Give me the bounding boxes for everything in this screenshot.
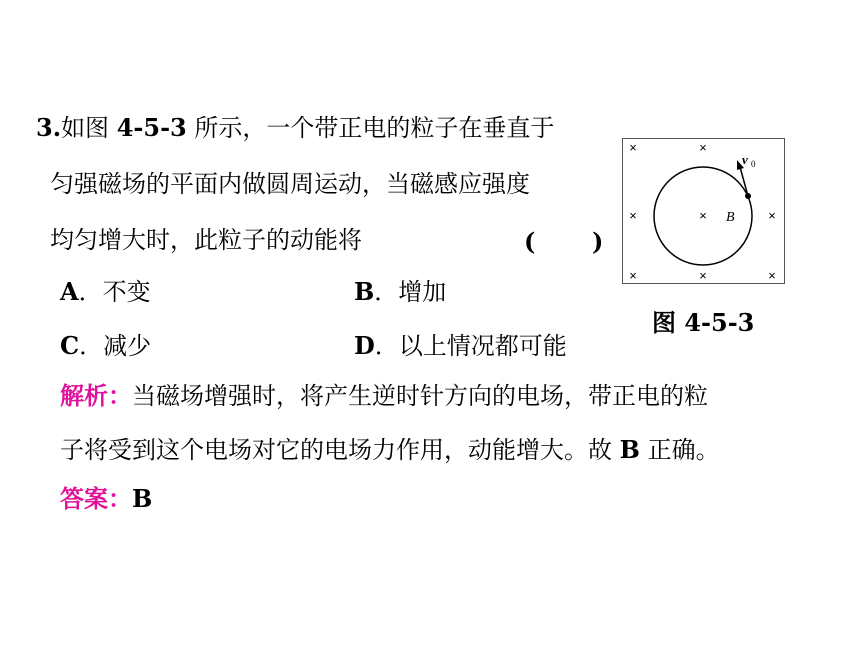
question-number: 3. <box>36 113 62 142</box>
question-line-1 <box>36 112 554 144</box>
option-d-text: 以上情况都可能 <box>398 332 567 360</box>
question-text-3: 均匀增大时，此粒子的动能将 <box>50 226 362 254</box>
option-a-letter: A <box>60 277 79 306</box>
option-c <box>60 330 151 362</box>
option-c-letter: C <box>60 331 80 360</box>
figure-reference: 4-5-3 <box>116 113 187 142</box>
option-b-letter: B <box>354 277 375 306</box>
field-cross: × <box>699 268 707 283</box>
option-c-sep: ． <box>79 332 104 360</box>
field-cross: × <box>768 268 776 283</box>
figure-caption <box>652 307 754 339</box>
figure-drawing <box>623 139 786 285</box>
option-b-sep: ． <box>374 278 399 306</box>
option-b <box>354 276 446 308</box>
field-cross: × <box>768 208 776 223</box>
answer-paren-open: ( <box>524 227 536 256</box>
field-cross: × <box>629 268 637 283</box>
velocity-label: v <box>742 152 748 167</box>
option-a <box>60 276 151 308</box>
option-a-text: 不变 <box>102 278 151 306</box>
field-cross: × <box>699 140 707 155</box>
question-text-2: 匀强磁场的平面内做圆周运动，当磁感应强度 <box>50 170 530 198</box>
answer-paren-close: ) <box>592 227 604 256</box>
question-text-1a: 如图 <box>61 114 117 142</box>
option-d-sep: ． <box>374 332 399 360</box>
analysis-line-1 <box>60 380 708 412</box>
magnetic-field-figure <box>622 138 785 284</box>
answer-value: B <box>132 484 153 513</box>
field-cross: × <box>699 208 707 223</box>
analysis-text-2a: 子将受到这个电场对它的电场力作用，动能增大。故 <box>60 436 620 464</box>
field-cross: × <box>629 140 637 155</box>
option-d <box>354 330 567 362</box>
analysis-label: 解析： <box>60 381 132 410</box>
answer-label: 答案： <box>60 484 132 513</box>
field-label: B <box>726 210 735 225</box>
field-cross: × <box>629 208 637 223</box>
analysis-line-2 <box>60 434 720 466</box>
question-line-2 <box>50 168 530 200</box>
option-a-sep: ． <box>78 278 103 306</box>
velocity-subscript: 0 <box>751 159 756 169</box>
option-b-text: 增加 <box>398 278 447 306</box>
answer-line <box>60 483 152 515</box>
question-line-3 <box>50 224 362 256</box>
analysis-answer-ref: B <box>619 435 640 464</box>
caption-prefix: 图 <box>652 308 685 337</box>
question-text-1b: 所示，一个带正电的粒子在垂直于 <box>186 114 555 142</box>
option-c-text: 减少 <box>103 332 152 360</box>
analysis-text-1: 当磁场增强时，将产生逆时针方向的电场，带正电的粒 <box>132 382 708 410</box>
caption-ref: 4-5-3 <box>684 308 755 337</box>
option-d-letter: D <box>354 331 375 360</box>
analysis-text-2c: 正确。 <box>639 436 720 464</box>
velocity-arrow-icon <box>740 167 748 196</box>
